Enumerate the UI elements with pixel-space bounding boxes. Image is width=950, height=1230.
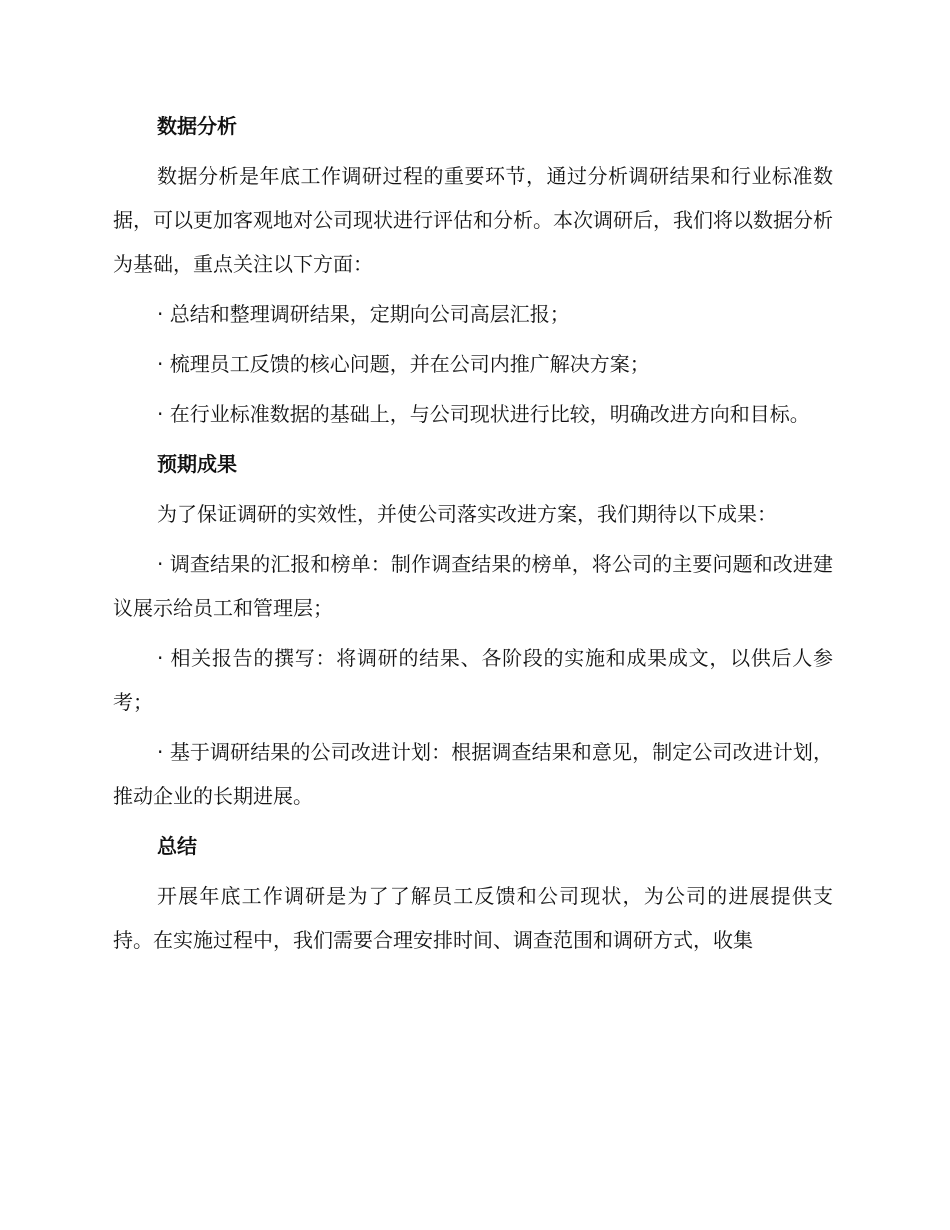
- section-heading: 数据分析: [157, 114, 237, 138]
- bullet-item: · 基于调研结果的公司改进计划：根据调查结果和意见，制定公司改进计划，推动企业的长期进展。: [113, 740, 833, 808]
- bullet-item: · 调查结果的汇报和榜单：制作调查结果的榜单，将公司的主要问题和改进建议展示给员工和管理层；: [113, 552, 833, 620]
- document-page: [113, 112, 833, 962]
- section-heading: 总结: [157, 834, 197, 858]
- paragraph: 数据分析是年底工作调研过程的重要环节，通过分析调研结果和行业标准数据，可以更加客观地对公司现状进行评估和分析。本次调研后，我们将以数据分析为基础，重点关注以下方面：: [113, 164, 833, 276]
- bullet-item: · 相关报告的撰写：将调研的结果、各阶段的实施和成果成文，以供后人参考；: [113, 646, 833, 714]
- paragraph: 为了保证调研的实效性，并使公司落实改进方案，我们期待以下成果：: [157, 502, 777, 526]
- bullet-item: · 梳理员工反馈的核心问题，并在公司内推广解决方案；: [157, 352, 650, 376]
- bullet-item: · 在行业标准数据的基础上，与公司现状进行比较，明确改进方向和目标。: [157, 402, 810, 426]
- section-heading: 预期成果: [157, 452, 237, 476]
- paragraph: 开展年底工作调研是为了了解员工反馈和公司现状，为公司的进展提供支持。在实施过程中，我们需要合理安排时间、调查范围和调研方式，收集: [113, 884, 833, 952]
- bullet-item: · 总结和整理调研结果，定期向公司高层汇报；: [157, 302, 570, 326]
